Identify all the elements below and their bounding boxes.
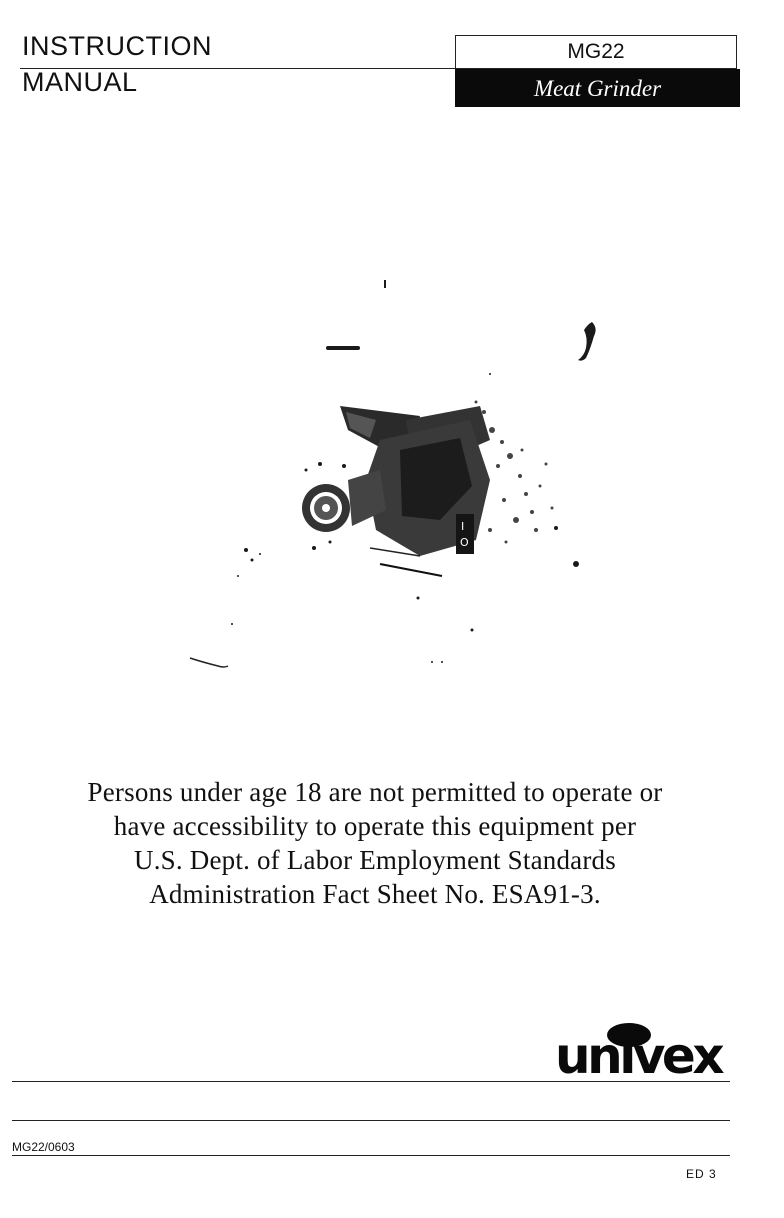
photo-mark <box>326 346 360 350</box>
edition-label: ED 3 <box>686 1167 717 1181</box>
meat-grinder-photo <box>180 280 610 700</box>
switch-off-label: O <box>460 536 469 549</box>
notice-line: have accessibility to operate this equipment per <box>113 811 637 841</box>
footer-rule-2 <box>12 1120 730 1121</box>
document-code: MG22/0603 <box>12 1140 75 1154</box>
switch-on-label: I <box>461 520 465 533</box>
age-restriction-notice <box>40 775 710 911</box>
notice-line: Administration Fact Sheet No. ESA91-3. <box>149 879 601 909</box>
product-name-banner: Meat Grinder <box>455 69 740 107</box>
notice-line: Persons under age 18 are not permitted to operate or <box>87 777 663 807</box>
manual-title-line2: MANUAL <box>22 67 138 97</box>
manual-title-line1: INSTRUCTION <box>22 31 212 61</box>
univex-logo: univex <box>555 1027 722 1085</box>
footer-rule-3 <box>12 1155 730 1156</box>
footer-rule-1 <box>12 1081 730 1082</box>
notice-line: U.S. Dept. of Labor Employment Standards <box>134 845 616 875</box>
model-number-box: MG22 <box>455 35 737 69</box>
